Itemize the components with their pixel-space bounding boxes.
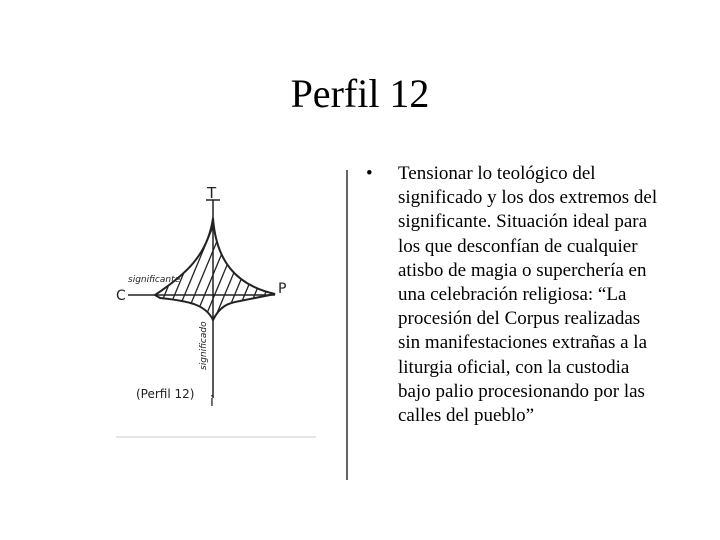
sketch-caption: (Perfil 12) — [136, 387, 195, 401]
label-bottom: i — [210, 394, 214, 410]
bullet-text: Tensionar lo teológico del significado y los dos extremos del significante. Situación ideal para los que desconfían de cualquier atisbo de magia o superchería en una celebración religiosa: “La procesión del Corpus realizadas sin manifestaciones extrañas a la liturgia oficial, con la custodia bajo palio procesionando por las calles del pueblo” — [398, 163, 658, 427]
bullet-marker: • — [366, 163, 373, 184]
bullet-list — [366, 162, 666, 428]
profile-sketch — [60, 170, 350, 490]
axis-horizontal-label: significante — [128, 275, 181, 285]
shape-hatching — [150, 210, 320, 330]
axis-vertical-label: significado — [199, 321, 209, 370]
slide-title: Perfil 12 — [290, 71, 430, 116]
bullet-item — [366, 162, 666, 428]
label-left: C — [116, 288, 126, 304]
label-right: P — [278, 281, 287, 297]
label-top: T — [207, 184, 217, 202]
